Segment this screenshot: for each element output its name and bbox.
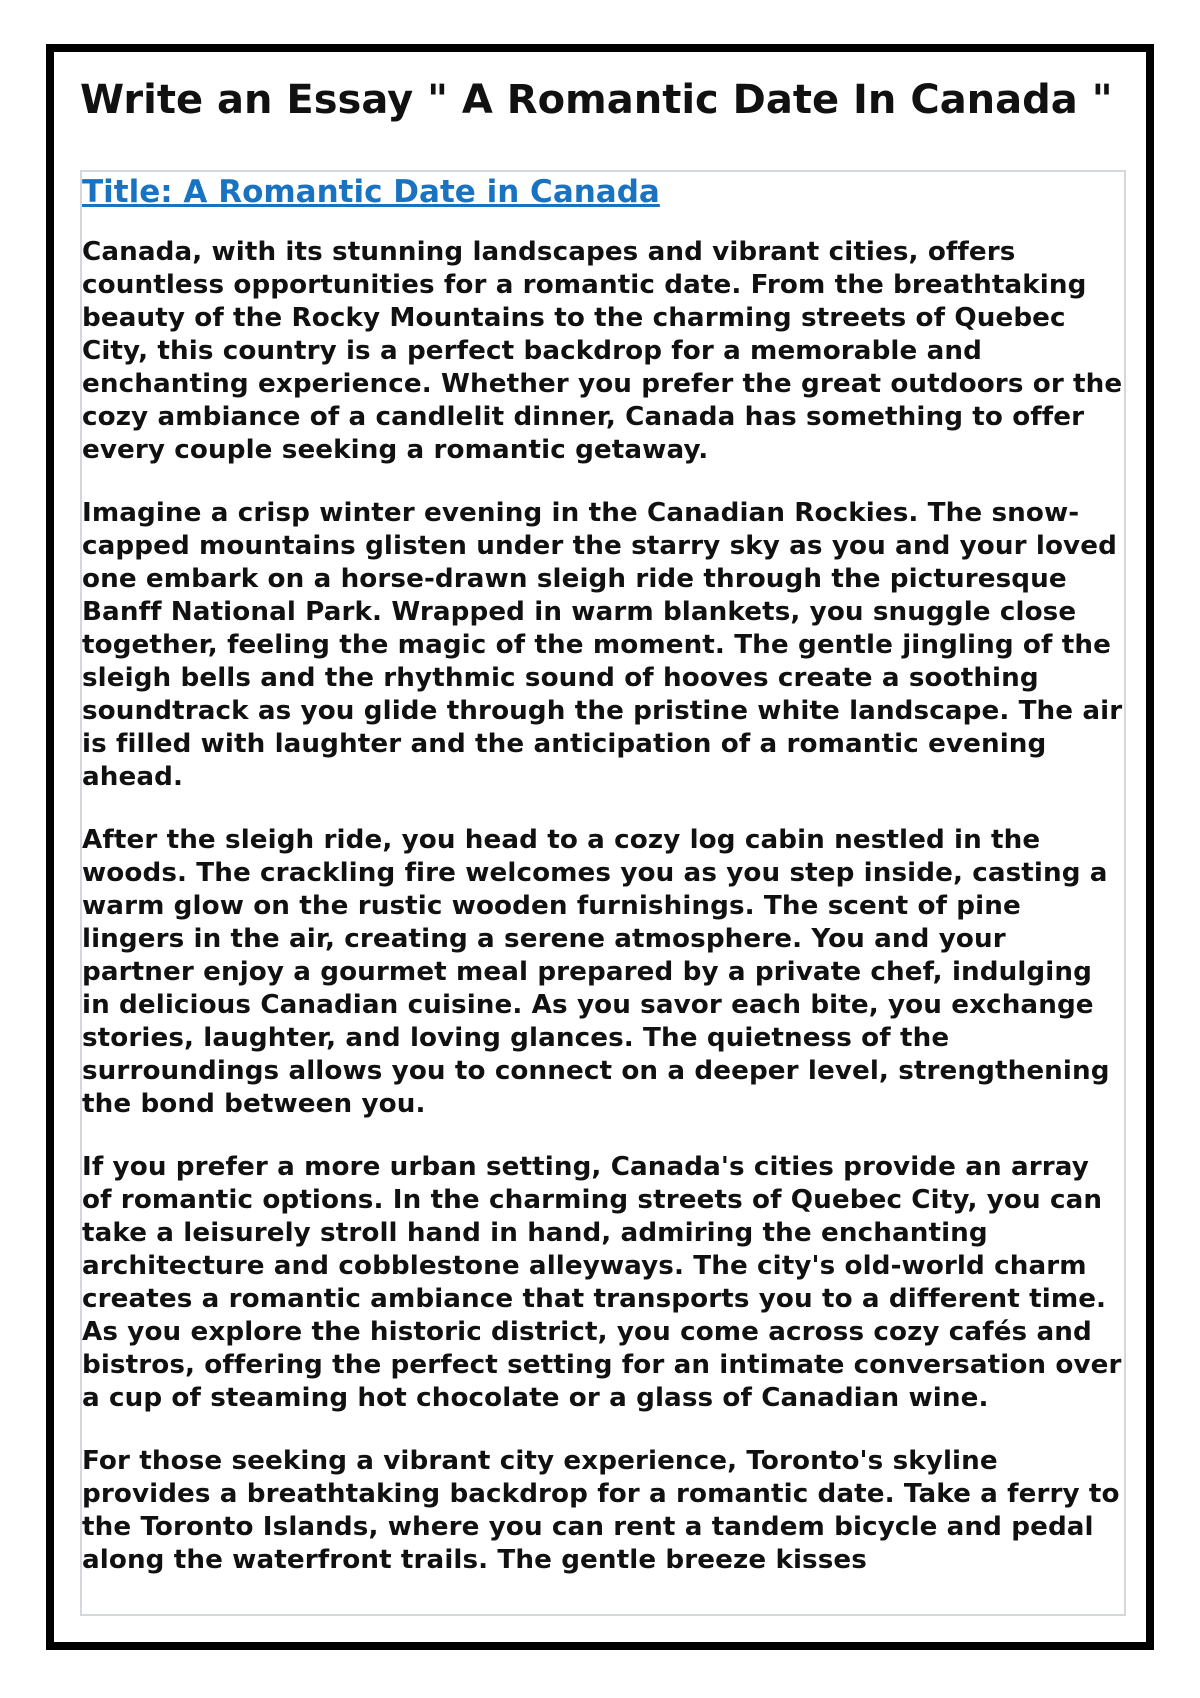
- essay-title-link[interactable]: Title: A Romantic Date in Canada: [82, 174, 660, 210]
- essay-paragraph-5: For those seeking a vibrant city experience, Toronto's skyline provides a breathtaking backdrop for a romantic date. Take a ferry to the Toronto Islands, where you can rent a tandem bicycle and pedal along the waterfront trails. The gentle breeze kisses: [82, 1446, 1120, 1575]
- document-frame: [46, 44, 1154, 1650]
- essay-content: [80, 170, 1126, 1616]
- essay-paragraph-2: Imagine a crisp winter evening in the Canadian Rockies. The snow-capped mountains glisten under the starry sky as you and your loved one embark on a horse-drawn sleigh ride through the picturesque Banff National Park. Wrapped in warm blankets, you snuggle close together, feeling the magic of the moment. The gentle jingling of the sleigh bells and the rhythmic sound of hooves create a soothing soundtrack as you glide through the pristine white landscape. The air is filled with laughter and the anticipation of a romantic evening ahead.: [82, 498, 1123, 792]
- page-title: Write an Essay " A Romantic Date In Canada ": [80, 77, 1113, 123]
- essay-paragraph-1: Canada, with its stunning landscapes and vibrant cities, offers countless opportunities for a romantic date. From the breathtaking beauty of the Rocky Mountains to the charming streets of Quebec City, this country is a perfect backdrop for a memorable and enchanting experience. Whether you prefer the great outdoors or the cozy ambiance of a candlelit dinner, Canada has something to offer every couple seeking a romantic getaway.: [82, 237, 1123, 465]
- essay-paragraph-3: After the sleigh ride, you head to a cozy log cabin nestled in the woods. The crackling fire welcomes you as you step inside, casting a warm glow on the rustic wooden furnishings. The scent of pine lingers in the air, creating a serene atmosphere. You and your partner enjoy a gourmet meal prepared by a private chef, indulging in delicious Canadian cuisine. As you savor each bite, you exchange stories, laughter, and loving glances. The quietness of the surroundings allows you to connect on a deeper level, strengthening the bond between you.: [82, 825, 1110, 1119]
- essay-paragraph-4: If you prefer a more urban setting, Canada's cities provide an array of romantic options. In the charming streets of Quebec City, you can take a leisurely stroll hand in hand, admiring the enchanting architecture and cobblestone alleyways. The city's old-world charm creates a romantic ambiance that transports you to a different time. As you explore the historic district, you come across cozy cafés and bistros, offering the perfect setting for an intimate conversation over a cup of steaming hot chocolate or a glass of Canadian wine.: [82, 1152, 1122, 1413]
